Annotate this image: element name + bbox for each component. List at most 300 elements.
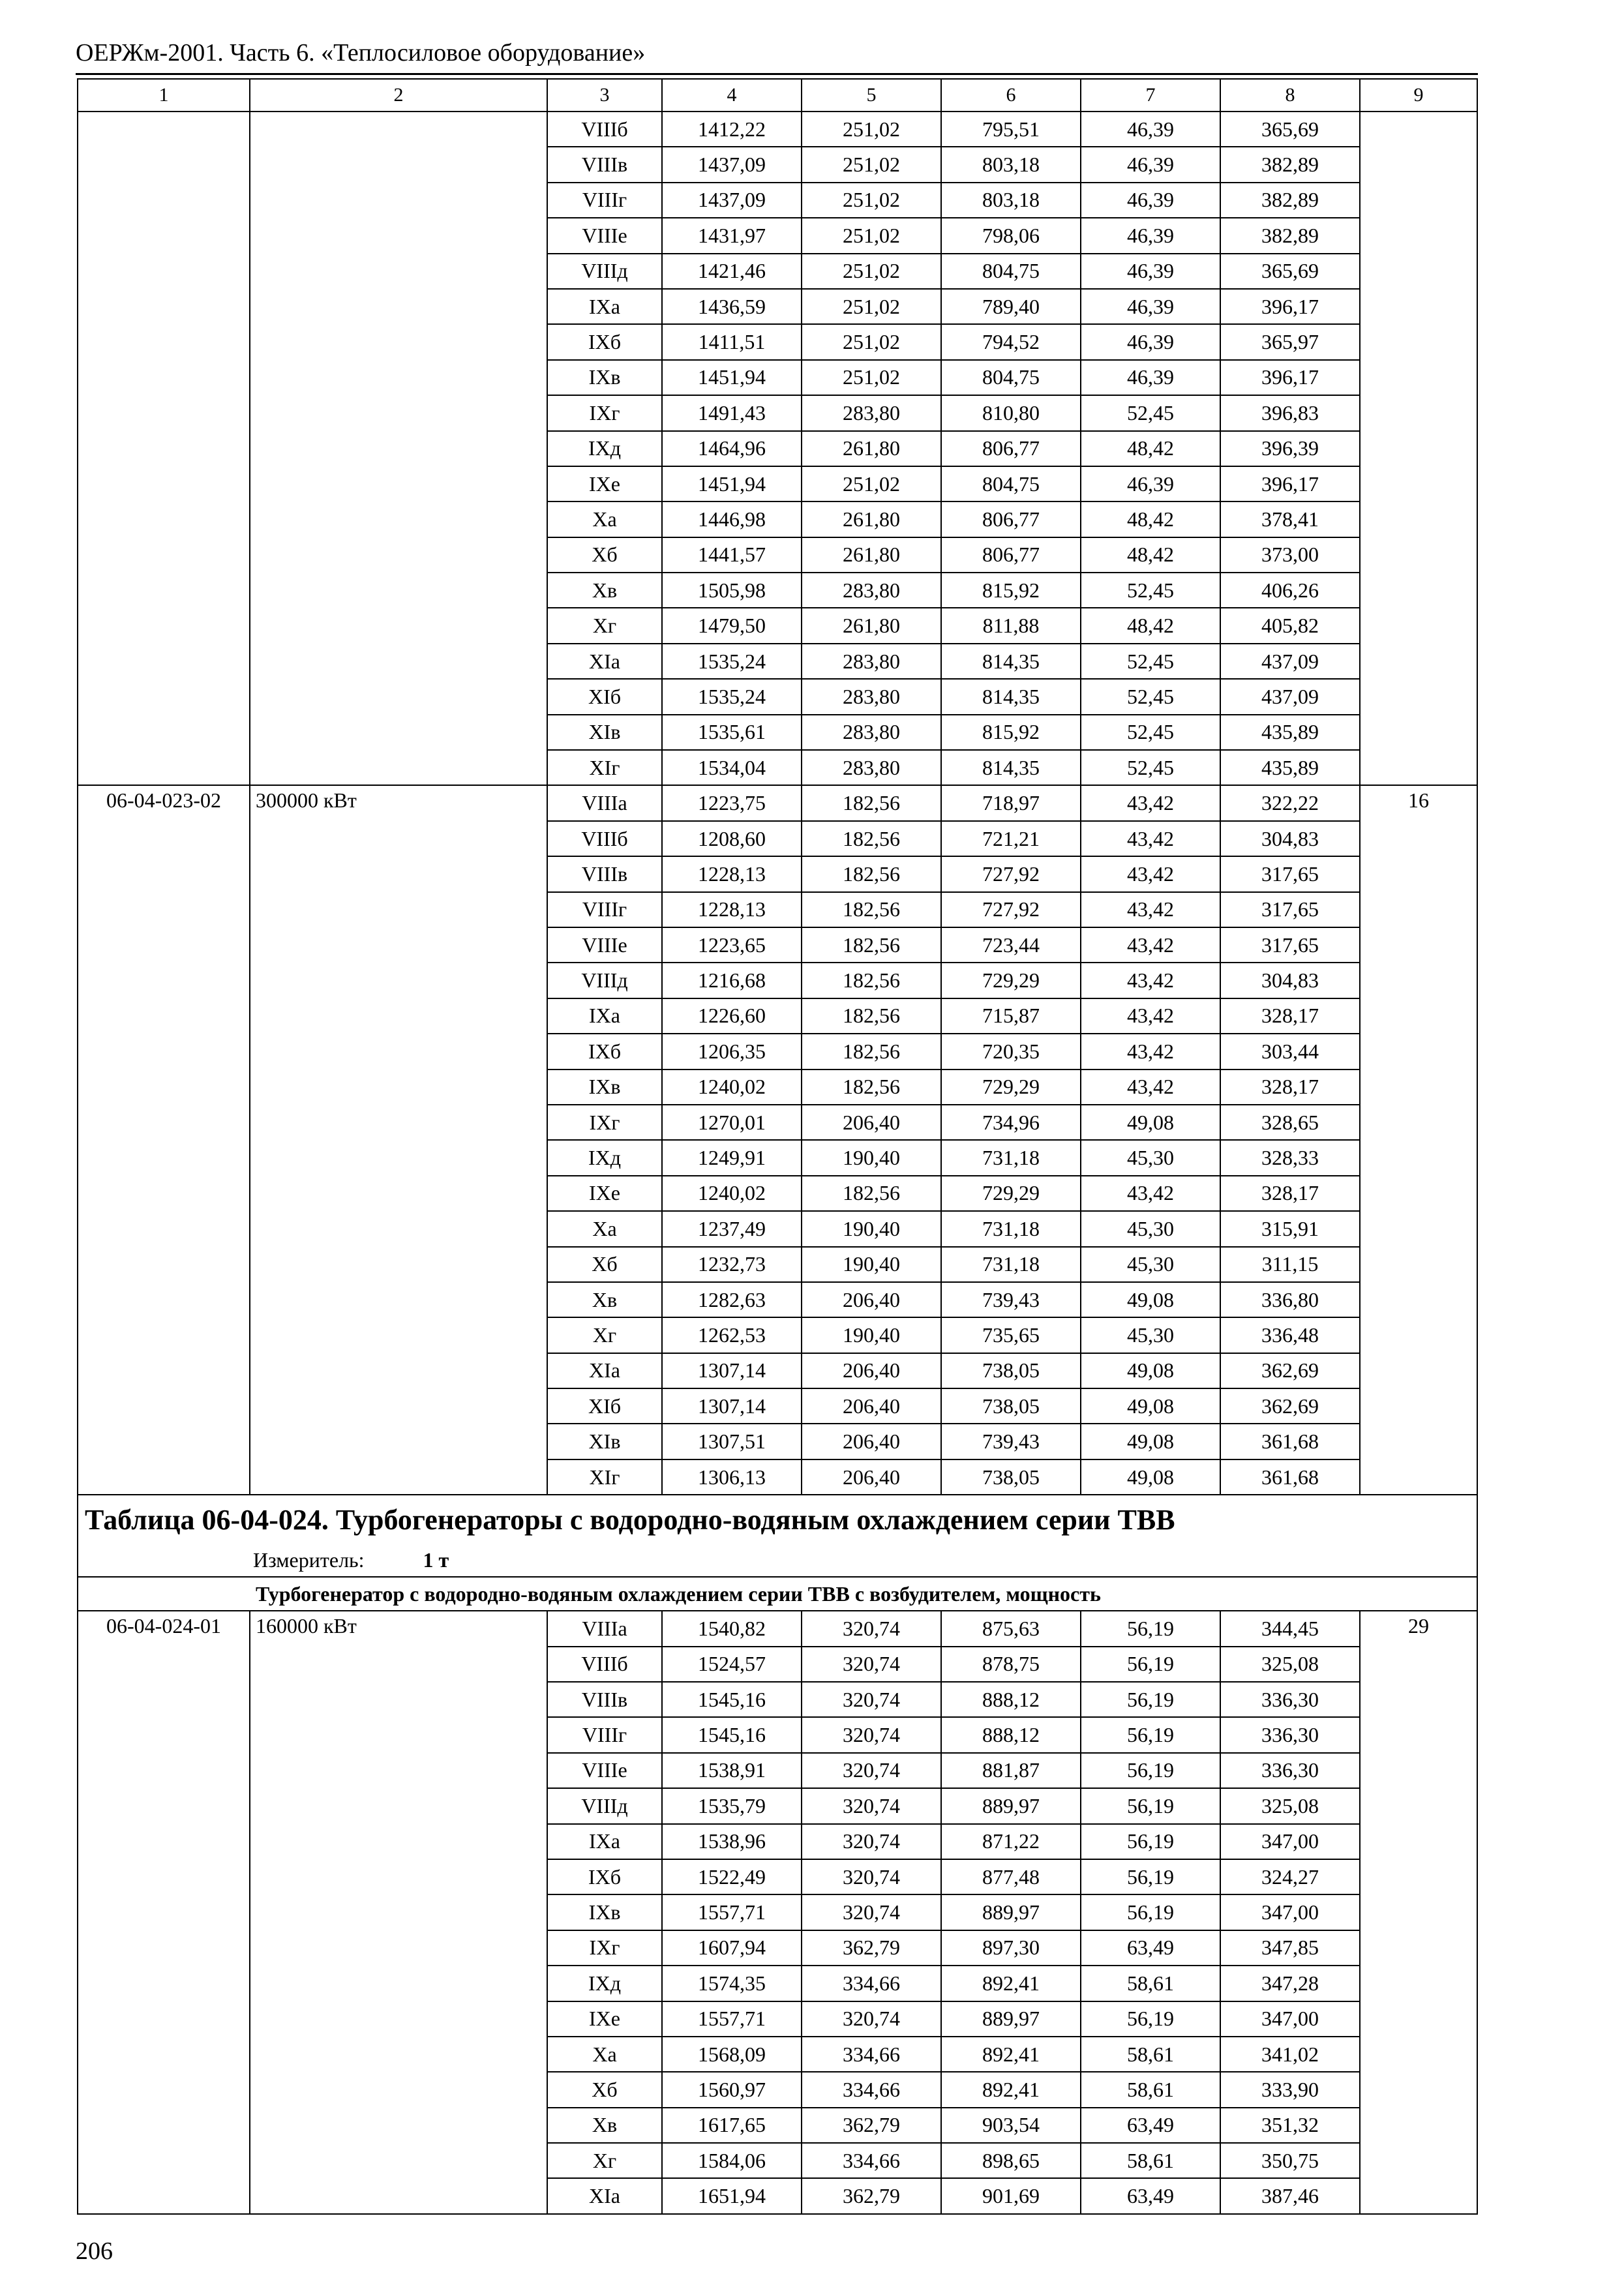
- data-cell: 1228,13: [662, 856, 802, 891]
- data-cell: 378,41: [1220, 501, 1360, 537]
- data-cell: 798,06: [941, 218, 1081, 253]
- unit-row: [78, 1544, 1477, 1577]
- data-cell: 251,02: [802, 360, 941, 395]
- data-cell: 182,56: [802, 785, 941, 820]
- data-cell: 251,02: [802, 218, 941, 253]
- data-cell: 1228,13: [662, 892, 802, 927]
- data-cell: 1441,57: [662, 537, 802, 573]
- data-cell: 320,74: [802, 1859, 941, 1894]
- data-cell: 738,05: [941, 1388, 1081, 1424]
- column-number: 1: [78, 79, 250, 112]
- data-cell: Xв: [547, 2108, 662, 2143]
- data-cell: 396,17: [1220, 289, 1360, 324]
- data-cell: 45,30: [1081, 1317, 1220, 1353]
- data-cell: 396,17: [1220, 360, 1360, 395]
- data-cell: 382,89: [1220, 183, 1360, 218]
- data-cell: 43,42: [1081, 963, 1220, 998]
- data-cell: 1535,24: [662, 644, 802, 679]
- data-cell: 1270,01: [662, 1105, 802, 1140]
- data-cell: 1412,22: [662, 112, 802, 147]
- data-cell: XIв: [547, 1424, 662, 1459]
- data-cell: 901,69: [941, 2178, 1081, 2213]
- data-cell: 344,45: [1220, 1611, 1360, 1646]
- data-cell: 283,80: [802, 644, 941, 679]
- code-cell: 06-04-024-01: [78, 1611, 250, 2214]
- data-cell: 190,40: [802, 1317, 941, 1353]
- data-cell: 43,42: [1081, 1176, 1220, 1211]
- data-cell: 52,45: [1081, 395, 1220, 430]
- column-number: 3: [547, 79, 662, 112]
- data-cell: 1208,60: [662, 821, 802, 856]
- data-cell: 206,40: [802, 1424, 941, 1459]
- data-cell: 190,40: [802, 1211, 941, 1246]
- data-cell: VIIIд: [547, 254, 662, 289]
- data-cell: 1421,46: [662, 254, 802, 289]
- data-cell: 347,00: [1220, 1824, 1360, 1859]
- column-number: 8: [1220, 79, 1360, 112]
- data-cell: IXг: [547, 1105, 662, 1140]
- subtitle-row: [78, 1577, 1477, 1611]
- data-cell: 723,44: [941, 927, 1081, 963]
- data-cell: 320,74: [802, 1647, 941, 1682]
- data-cell: 871,22: [941, 1824, 1081, 1859]
- data-cell: VIIIг: [547, 183, 662, 218]
- data-cell: IXа: [547, 1824, 662, 1859]
- data-cell: 347,00: [1220, 2001, 1360, 2037]
- data-cell: IXг: [547, 1930, 662, 1966]
- data-cell: 1651,94: [662, 2178, 802, 2213]
- data-cell: XIв: [547, 715, 662, 750]
- data-cell: 322,22: [1220, 785, 1360, 820]
- data-cell: 1491,43: [662, 395, 802, 430]
- data-cell: 1584,06: [662, 2143, 802, 2178]
- data-cell: 251,02: [802, 147, 941, 182]
- data-cell: 56,19: [1081, 1788, 1220, 1823]
- data-cell: 334,66: [802, 2072, 941, 2107]
- data-cell: 806,77: [941, 537, 1081, 573]
- data-cell: 373,00: [1220, 537, 1360, 573]
- data-cell: 46,39: [1081, 360, 1220, 395]
- data-cell: 58,61: [1081, 2143, 1220, 2178]
- data-cell: IXб: [547, 1859, 662, 1894]
- data-cell: 43,42: [1081, 1070, 1220, 1105]
- data-cell: 435,89: [1220, 715, 1360, 750]
- data-cell: XIб: [547, 679, 662, 714]
- data-cell: 881,87: [941, 1753, 1081, 1788]
- data-cell: 875,63: [941, 1611, 1081, 1646]
- data-cell: 320,74: [802, 1788, 941, 1823]
- data-cell: 48,42: [1081, 501, 1220, 537]
- data-cell: 889,97: [941, 2001, 1081, 2037]
- data-cell: 897,30: [941, 1930, 1081, 1966]
- data-cell: 325,08: [1220, 1647, 1360, 1682]
- data-cell: 1237,49: [662, 1211, 802, 1246]
- unit-value: 1 т: [423, 1548, 449, 1572]
- data-cell: 362,79: [802, 2108, 941, 2143]
- data-cell: 1307,14: [662, 1353, 802, 1388]
- data-cell: 1617,65: [662, 2108, 802, 2143]
- data-cell: 1607,94: [662, 1930, 802, 1966]
- column-number: 9: [1360, 79, 1477, 112]
- data-cell: 283,80: [802, 679, 941, 714]
- data-cell: 1282,63: [662, 1282, 802, 1317]
- data-cell: IXа: [547, 289, 662, 324]
- column-number-row: [78, 79, 1477, 112]
- data-cell: 206,40: [802, 1105, 941, 1140]
- data-cell: 1240,02: [662, 1070, 802, 1105]
- data-cell: 334,66: [802, 2143, 941, 2178]
- data-cell: 336,80: [1220, 1282, 1360, 1317]
- data-cell: Xг: [547, 608, 662, 643]
- data-cell: 806,77: [941, 431, 1081, 466]
- data-cell: 361,68: [1220, 1424, 1360, 1459]
- data-cell: 283,80: [802, 715, 941, 750]
- norm-cell: 29: [1360, 1611, 1477, 2214]
- data-cell: 261,80: [802, 537, 941, 573]
- data-cell: 43,42: [1081, 998, 1220, 1034]
- data-cell: 362,79: [802, 1930, 941, 1966]
- data-cell: 182,56: [802, 821, 941, 856]
- data-cell: 734,96: [941, 1105, 1081, 1140]
- data-cell: 48,42: [1081, 537, 1220, 573]
- data-cell: XIа: [547, 2178, 662, 2213]
- data-cell: 46,39: [1081, 147, 1220, 182]
- data-cell: 261,80: [802, 431, 941, 466]
- data-cell: 1545,16: [662, 1717, 802, 1752]
- data-cell: 806,77: [941, 501, 1081, 537]
- data-cell: 1307,51: [662, 1424, 802, 1459]
- data-cell: 727,92: [941, 892, 1081, 927]
- data-cell: IXг: [547, 395, 662, 430]
- data-cell: 182,56: [802, 963, 941, 998]
- data-cell: 435,89: [1220, 750, 1360, 785]
- data-cell: 804,75: [941, 254, 1081, 289]
- data-cell: Xа: [547, 2037, 662, 2072]
- data-cell: 1226,60: [662, 998, 802, 1034]
- column-number: 7: [1081, 79, 1220, 112]
- data-cell: 46,39: [1081, 183, 1220, 218]
- data-cell: 729,29: [941, 1176, 1081, 1211]
- data-cell: 320,74: [802, 1611, 941, 1646]
- document-header: ОЕРЖм-2001. Часть 6. «Теплосиловое оборудование»: [76, 39, 646, 67]
- data-cell: 49,08: [1081, 1353, 1220, 1388]
- data-cell: 731,18: [941, 1247, 1081, 1282]
- data-cell: VIIIв: [547, 147, 662, 182]
- data-cell: 1540,82: [662, 1611, 802, 1646]
- data-cell: 341,02: [1220, 2037, 1360, 2072]
- data-cell: 1240,02: [662, 1176, 802, 1211]
- data-cell: Xг: [547, 2143, 662, 2178]
- code-cell: [78, 112, 250, 785]
- data-cell: 1557,71: [662, 1894, 802, 1930]
- data-cell: VIIIа: [547, 785, 662, 820]
- data-cell: VIIIд: [547, 963, 662, 998]
- data-cell: 63,49: [1081, 2108, 1220, 2143]
- data-cell: 46,39: [1081, 289, 1220, 324]
- price-table: [77, 78, 1478, 2215]
- data-cell: 317,65: [1220, 856, 1360, 891]
- data-cell: 731,18: [941, 1211, 1081, 1246]
- data-cell: 1464,96: [662, 431, 802, 466]
- data-cell: IXд: [547, 1140, 662, 1175]
- data-cell: VIIIе: [547, 218, 662, 253]
- data-cell: 789,40: [941, 289, 1081, 324]
- data-cell: 405,82: [1220, 608, 1360, 643]
- data-cell: 1436,59: [662, 289, 802, 324]
- data-cell: 739,43: [941, 1282, 1081, 1317]
- header-rule: [76, 73, 1478, 75]
- data-cell: 1206,35: [662, 1034, 802, 1069]
- data-cell: 803,18: [941, 147, 1081, 182]
- data-cell: 1574,35: [662, 1966, 802, 2001]
- data-cell: 382,89: [1220, 147, 1360, 182]
- data-cell: VIIIб: [547, 821, 662, 856]
- data-cell: 382,89: [1220, 218, 1360, 253]
- data-cell: 328,33: [1220, 1140, 1360, 1175]
- data-cell: 283,80: [802, 750, 941, 785]
- data-cell: 738,05: [941, 1459, 1081, 1495]
- data-cell: 320,74: [802, 2001, 941, 2037]
- name-cell: 300000 кВт: [250, 785, 547, 1495]
- data-cell: 182,56: [802, 1070, 941, 1105]
- data-cell: 251,02: [802, 112, 941, 147]
- data-cell: 45,30: [1081, 1247, 1220, 1282]
- data-cell: 815,92: [941, 715, 1081, 750]
- data-cell: 58,61: [1081, 2072, 1220, 2107]
- data-cell: 320,74: [802, 1894, 941, 1930]
- table-row: [78, 112, 1477, 147]
- data-cell: IXе: [547, 2001, 662, 2037]
- data-cell: 46,39: [1081, 218, 1220, 253]
- data-cell: 56,19: [1081, 1647, 1220, 1682]
- data-cell: 1479,50: [662, 608, 802, 643]
- data-cell: 43,42: [1081, 821, 1220, 856]
- column-number: 6: [941, 79, 1081, 112]
- data-cell: 304,83: [1220, 821, 1360, 856]
- data-cell: 328,65: [1220, 1105, 1360, 1140]
- data-cell: Xа: [547, 1211, 662, 1246]
- data-cell: 718,97: [941, 785, 1081, 820]
- data-cell: 396,39: [1220, 431, 1360, 466]
- data-cell: 311,15: [1220, 1247, 1360, 1282]
- data-cell: Xв: [547, 1282, 662, 1317]
- data-cell: 1538,96: [662, 1824, 802, 1859]
- data-cell: 811,88: [941, 608, 1081, 643]
- data-cell: 715,87: [941, 998, 1081, 1034]
- data-cell: 1411,51: [662, 324, 802, 359]
- data-cell: 365,69: [1220, 254, 1360, 289]
- data-cell: 336,30: [1220, 1682, 1360, 1717]
- data-cell: 347,00: [1220, 1894, 1360, 1930]
- data-cell: 365,69: [1220, 112, 1360, 147]
- data-cell: 320,74: [802, 1824, 941, 1859]
- data-cell: 46,39: [1081, 112, 1220, 147]
- data-cell: 720,35: [941, 1034, 1081, 1069]
- data-cell: 324,27: [1220, 1859, 1360, 1894]
- data-cell: 206,40: [802, 1282, 941, 1317]
- data-cell: 729,29: [941, 1070, 1081, 1105]
- data-cell: IXв: [547, 1070, 662, 1105]
- name-cell: [250, 112, 547, 785]
- data-cell: 334,66: [802, 2037, 941, 2072]
- data-cell: 396,83: [1220, 395, 1360, 430]
- data-cell: 46,39: [1081, 254, 1220, 289]
- data-cell: VIIIг: [547, 892, 662, 927]
- data-cell: 1505,98: [662, 573, 802, 608]
- data-cell: 735,65: [941, 1317, 1081, 1353]
- data-cell: 283,80: [802, 395, 941, 430]
- norm-cell: 16: [1360, 785, 1477, 1495]
- data-cell: 727,92: [941, 856, 1081, 891]
- data-cell: 738,05: [941, 1353, 1081, 1388]
- data-cell: 320,74: [802, 1682, 941, 1717]
- data-cell: 1262,53: [662, 1317, 802, 1353]
- data-cell: VIIIб: [547, 112, 662, 147]
- data-cell: IXд: [547, 1966, 662, 2001]
- data-cell: 49,08: [1081, 1282, 1220, 1317]
- data-cell: 58,61: [1081, 2037, 1220, 2072]
- data-cell: 182,56: [802, 1176, 941, 1211]
- data-cell: Xб: [547, 537, 662, 573]
- data-cell: 320,74: [802, 1753, 941, 1788]
- data-cell: 206,40: [802, 1459, 941, 1495]
- data-cell: 56,19: [1081, 1611, 1220, 1646]
- data-cell: XIг: [547, 1459, 662, 1495]
- data-cell: 1232,73: [662, 1247, 802, 1282]
- data-cell: 1437,09: [662, 147, 802, 182]
- data-cell: XIг: [547, 750, 662, 785]
- data-cell: VIIIв: [547, 856, 662, 891]
- data-cell: 336,30: [1220, 1753, 1360, 1788]
- page-number: 206: [76, 2237, 113, 2265]
- data-cell: 45,30: [1081, 1140, 1220, 1175]
- data-cell: 56,19: [1081, 1682, 1220, 1717]
- data-cell: 406,26: [1220, 573, 1360, 608]
- data-cell: 1557,71: [662, 2001, 802, 2037]
- data-cell: 251,02: [802, 466, 941, 501]
- data-cell: 889,97: [941, 1788, 1081, 1823]
- data-cell: 1534,04: [662, 750, 802, 785]
- data-cell: IXб: [547, 1034, 662, 1069]
- data-cell: 1560,97: [662, 2072, 802, 2107]
- data-cell: 49,08: [1081, 1424, 1220, 1459]
- data-cell: 347,28: [1220, 1966, 1360, 2001]
- data-cell: 804,75: [941, 466, 1081, 501]
- data-cell: 794,52: [941, 324, 1081, 359]
- data-cell: 48,42: [1081, 431, 1220, 466]
- data-cell: 362,79: [802, 2178, 941, 2213]
- data-cell: 1223,75: [662, 785, 802, 820]
- data-cell: 251,02: [802, 254, 941, 289]
- data-cell: 350,75: [1220, 2143, 1360, 2178]
- data-cell: 52,45: [1081, 573, 1220, 608]
- data-cell: 351,32: [1220, 2108, 1360, 2143]
- data-cell: 333,90: [1220, 2072, 1360, 2107]
- data-cell: 56,19: [1081, 1753, 1220, 1788]
- data-cell: 1446,98: [662, 501, 802, 537]
- data-cell: 396,17: [1220, 466, 1360, 501]
- data-cell: 729,29: [941, 963, 1081, 998]
- data-cell: 1306,13: [662, 1459, 802, 1495]
- data-cell: 317,65: [1220, 927, 1360, 963]
- data-cell: 1216,68: [662, 963, 802, 998]
- data-cell: 283,80: [802, 573, 941, 608]
- data-cell: 365,97: [1220, 324, 1360, 359]
- data-cell: 303,44: [1220, 1034, 1360, 1069]
- data-cell: XIа: [547, 644, 662, 679]
- data-cell: 877,48: [941, 1859, 1081, 1894]
- data-cell: 1437,09: [662, 183, 802, 218]
- data-cell: 334,66: [802, 1966, 941, 2001]
- data-cell: 325,08: [1220, 1788, 1360, 1823]
- data-cell: 315,91: [1220, 1211, 1360, 1246]
- data-cell: 814,35: [941, 750, 1081, 785]
- column-number: 2: [250, 79, 547, 112]
- data-cell: 251,02: [802, 289, 941, 324]
- table-row: [78, 785, 1477, 820]
- code-cell: 06-04-023-02: [78, 785, 250, 1495]
- data-cell: 182,56: [802, 892, 941, 927]
- data-cell: 437,09: [1220, 644, 1360, 679]
- data-cell: 49,08: [1081, 1388, 1220, 1424]
- data-cell: 892,41: [941, 1966, 1081, 2001]
- data-cell: 1451,94: [662, 360, 802, 395]
- data-cell: 803,18: [941, 183, 1081, 218]
- data-cell: 1545,16: [662, 1682, 802, 1717]
- data-cell: Xб: [547, 1247, 662, 1282]
- data-cell: VIIIв: [547, 1682, 662, 1717]
- data-cell: 804,75: [941, 360, 1081, 395]
- data-cell: Xб: [547, 2072, 662, 2107]
- data-cell: 56,19: [1081, 1894, 1220, 1930]
- data-cell: IXе: [547, 1176, 662, 1211]
- data-cell: 336,30: [1220, 1717, 1360, 1752]
- data-cell: 63,49: [1081, 1930, 1220, 1966]
- unit-cell: [78, 1544, 1477, 1577]
- data-cell: 336,48: [1220, 1317, 1360, 1353]
- data-cell: 1538,91: [662, 1753, 802, 1788]
- data-cell: 43,42: [1081, 927, 1220, 963]
- data-cell: 52,45: [1081, 679, 1220, 714]
- data-cell: 731,18: [941, 1140, 1081, 1175]
- data-cell: 43,42: [1081, 892, 1220, 927]
- data-cell: 888,12: [941, 1682, 1081, 1717]
- data-cell: Xа: [547, 501, 662, 537]
- data-cell: IXе: [547, 466, 662, 501]
- data-cell: 261,80: [802, 501, 941, 537]
- data-cell: IXв: [547, 1894, 662, 1930]
- column-number: 4: [662, 79, 802, 112]
- data-cell: 328,17: [1220, 998, 1360, 1034]
- data-cell: Xг: [547, 1317, 662, 1353]
- data-cell: 251,02: [802, 183, 941, 218]
- data-cell: 1535,61: [662, 715, 802, 750]
- table-row: [78, 1611, 1477, 1646]
- data-cell: 251,02: [802, 324, 941, 359]
- data-cell: 206,40: [802, 1388, 941, 1424]
- data-cell: 52,45: [1081, 715, 1220, 750]
- column-number: 5: [802, 79, 941, 112]
- data-cell: VIIIг: [547, 1717, 662, 1752]
- data-cell: 52,45: [1081, 644, 1220, 679]
- data-cell: VIIIе: [547, 927, 662, 963]
- table-title-row: [78, 1495, 1477, 1544]
- data-cell: VIIIе: [547, 1753, 662, 1788]
- data-cell: 362,69: [1220, 1353, 1360, 1388]
- data-cell: 903,54: [941, 2108, 1081, 2143]
- data-cell: 190,40: [802, 1247, 941, 1282]
- data-cell: 361,68: [1220, 1459, 1360, 1495]
